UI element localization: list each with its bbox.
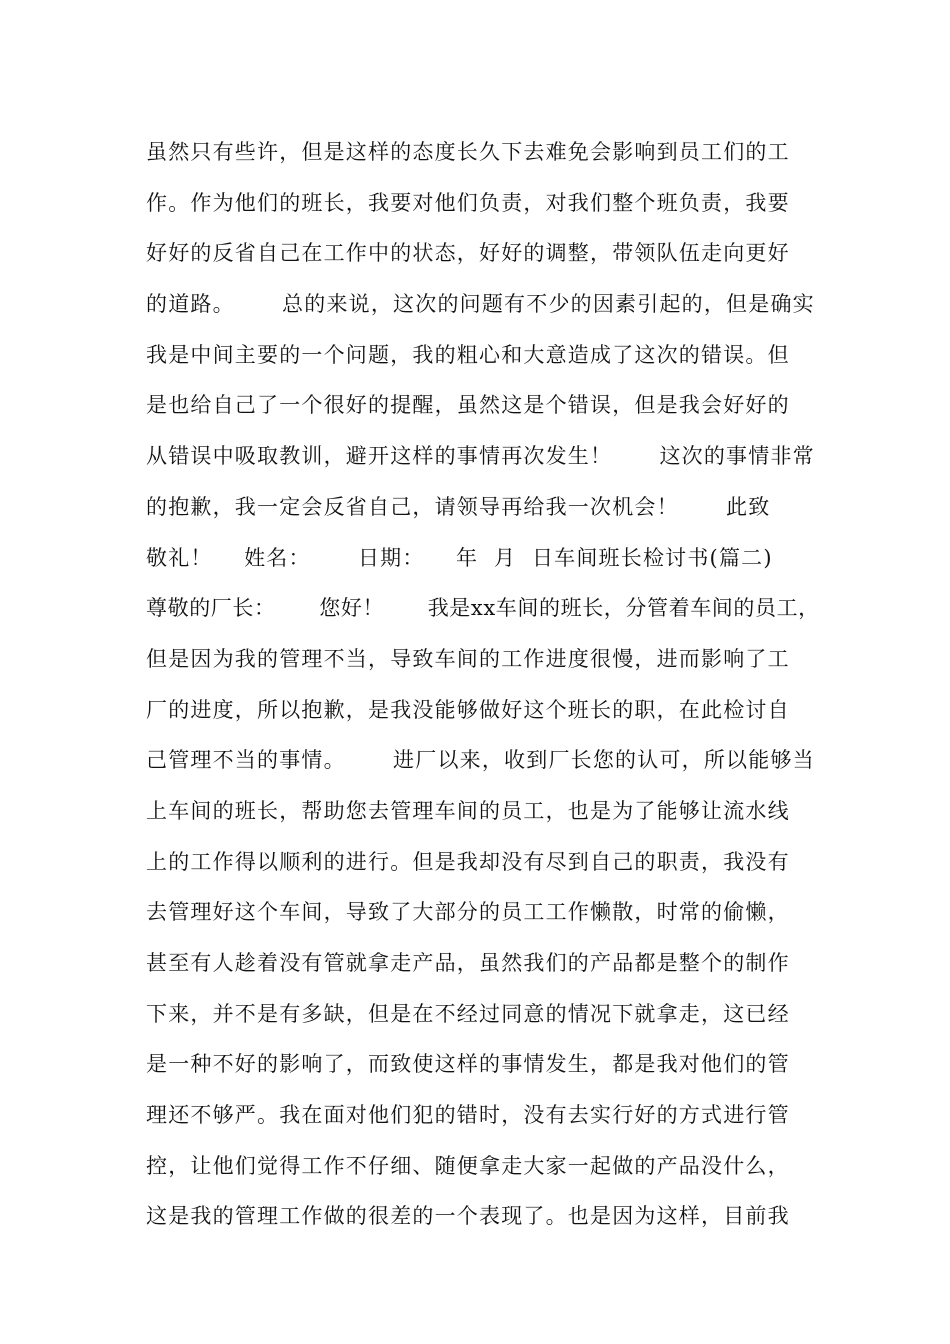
text-line: 甚至有人趁着没有管就拿走产品，虽然我们的产品都是整个的制作 — [146, 951, 790, 975]
text-line: 是也给自己了一个很好的提醒，虽然这是个错误，但是我会好好的 — [146, 393, 790, 418]
text-line: 是一种不好的影响了，而致使这样的事情发生，都是我对他们的管 — [146, 1052, 790, 1077]
text-line: 控，让他们觉得工作不仔细、随便拿走大家一起做的产品没什么， — [146, 1153, 790, 1178]
text-line: 好好的反省自己在工作中的状态，好好的调整，带领队伍走向更好 — [146, 241, 790, 266]
text-line: 去管理好这个车间，导致了大部分的员工工作懒散，时常的偷懒， — [146, 900, 790, 925]
text-line: 虽然只有些许，但是这样的态度长久下去难免会影响到员工们的工 — [146, 140, 790, 164]
text-line: 的道路。 总的来说，这次的问题有不少的因素引起的，但是确实 — [146, 292, 815, 317]
text-line: 尊敬的厂长： 您好！ 我是xx车间的班长，分管着车间的员工， — [146, 596, 820, 621]
text-line: 敬礼！ 姓名： 日期： 年 月 日车间班长检讨书(篇二) — [146, 545, 773, 570]
text-line: 上车间的班长，帮助您去管理车间的员工，也是为了能够让流水线 — [146, 798, 790, 823]
text-line: 这是我的管理工作做的很差的一个表现了。也是因为这样，目前我 — [146, 1204, 790, 1229]
text-line: 下来，并不是有多缺，但是在不经过同意的情况下就拿走，这已经 — [146, 1001, 790, 1026]
text-line: 己管理不当的事情。 进厂以来，收到厂长您的认可，所以能够当 — [146, 748, 815, 773]
text-line: 作。作为他们的班长，我要对他们负责，对我们整个班负责，我要 — [146, 190, 790, 215]
body-text — [146, 132, 826, 1247]
text-line: 理还不够严。我在面对他们犯的错时，没有去实行好的方式进行管 — [146, 1103, 790, 1128]
text-line: 的抱歉，我一定会反省自己，请领导再给我一次机会！ 此致 — [146, 494, 771, 519]
text-line: 厂的进度，所以抱歉，是我没能够做好这个班长的职，在此检讨自 — [146, 697, 790, 722]
text-line: 上的工作得以顺利的进行。但是我却没有尽到自己的职责，我没有 — [146, 849, 790, 874]
text-line: 我是中间主要的一个问题，我的粗心和大意造成了这次的错误。但 — [146, 342, 790, 367]
text-line: 但是因为我的管理不当，导致车间的工作进度很慢，进而影响了工 — [146, 646, 790, 671]
text-line: 从错误中吸取教训，避开这样的事情再次发生！ 这次的事情非常 — [146, 444, 815, 469]
